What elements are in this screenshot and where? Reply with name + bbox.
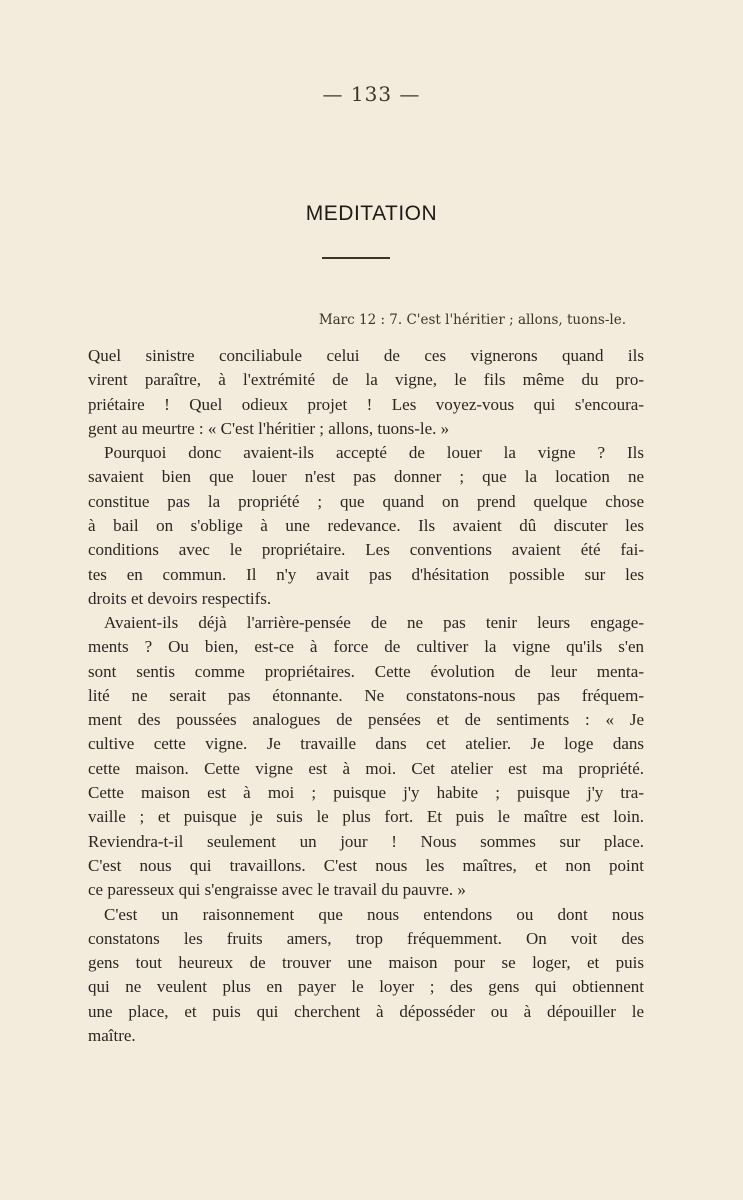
text-line: Quel sinistre conciliabule celui de ces vignerons quand ils <box>88 346 644 365</box>
text-line: une place, et puis qui cherchent à déposséder ou à dépouiller le <box>88 1002 644 1021</box>
text-line: droits et devoirs respectifs. <box>88 589 272 608</box>
text-line: ments ? Ou bien, est-ce à force de cultiver la vigne qu'ils s'en <box>88 637 644 656</box>
text-line: savaient bien que louer n'est pas donner ; que la location ne <box>88 467 644 486</box>
text-line: Reviendra-t-il seulement un jour ! Nous sommes sur place. <box>88 832 644 851</box>
text-line: maître. <box>88 1026 136 1045</box>
text-line: virent paraître, à l'extrémité de la vigne, le fils même du pro- <box>88 370 644 389</box>
text-line: cultive cette vigne. Je travaille dans cet atelier. Je loge dans <box>88 734 644 753</box>
text-line: sont sentis comme propriétaires. Cette évolution de leur menta- <box>88 662 644 681</box>
text-line: constitue pas la propriété ; que quand on prend quelque chose <box>88 492 644 511</box>
text-line: Avaient-ils déjà l'arrière-pensée de ne pas tenir leurs engage- <box>104 613 644 632</box>
page-number: — 133 — <box>322 82 421 106</box>
text-line: lité ne serait pas étonnante. Ne constatons-nous pas fréquem- <box>88 686 644 705</box>
text-line: ment des poussées analogues de pensées et de sentiments : « Je <box>88 710 644 729</box>
text-line: Cette maison est à moi ; puisque j'y habite ; puisque j'y tra- <box>88 783 644 802</box>
text-line: vaille ; et puisque je suis le plus fort. Et puis le maître est loin. <box>88 807 644 826</box>
text-line: tes en commun. Il n'y avait pas d'hésitation possible sur les <box>88 565 644 584</box>
text-line: à bail on s'oblige à une redevance. Ils avaient dû discuter les <box>88 516 644 535</box>
text-line: gens tout heureux de trouver une maison pour se loger, et puis <box>88 953 644 972</box>
text-line: constatons les fruits amers, trop fréquemment. On voit des <box>88 929 644 948</box>
text-line: cette maison. Cette vigne est à moi. Cet atelier est ma propriété. <box>88 759 644 778</box>
text-line: conditions avec le propriétaire. Les conventions avaient été fai- <box>88 540 644 559</box>
text-line: Pourquoi donc avaient-ils accepté de louer la vigne ? Ils <box>104 443 644 462</box>
text-line: ce paresseux qui s'engraisse avec le travail du pauvre. » <box>88 880 466 899</box>
text-line: priétaire ! Quel odieux projet ! Les voyez-vous qui s'encoura- <box>88 395 644 414</box>
text-line: C'est un raisonnement que nous entendons ou dont nous <box>104 905 644 924</box>
text-line: gent au meurtre : « C'est l'héritier ; allons, tuons-le. » <box>88 419 450 438</box>
page-title: MEDITATION <box>305 202 438 225</box>
text-line: C'est nous qui travaillons. C'est nous les maîtres, et non point <box>88 856 644 875</box>
epigraph: Marc 12 : 7. C'est l'héritier ; allons, tuons-le. <box>318 312 626 328</box>
text-line: qui ne veulent plus en payer le loyer ; des gens qui obtiennent <box>88 977 644 996</box>
title-rule <box>322 257 390 259</box>
